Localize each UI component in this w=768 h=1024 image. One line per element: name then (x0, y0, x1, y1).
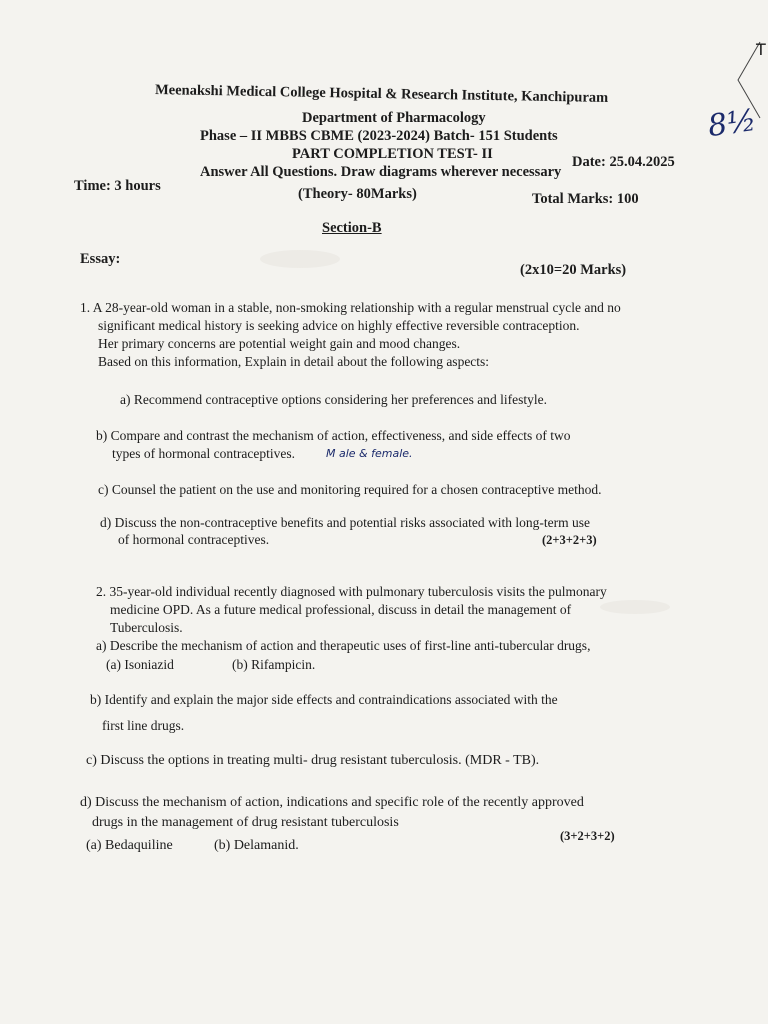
q2-part-d-option: (a) Bedaquiline (86, 838, 173, 853)
q1-part-c: c) Counsel the patient on the use and monitoring required for a chosen contraceptive method. (98, 482, 602, 497)
department-name: Department of Pharmacology (302, 110, 486, 126)
q1b-handwritten-note: M ale & female. (326, 447, 413, 460)
section-title: Section-B (322, 220, 382, 236)
q2-stem-line: Tuberculosis. (110, 620, 183, 635)
q1-part-b-cont: types of hormonal contraceptives. (112, 446, 295, 461)
total-marks: Total Marks: 100 (532, 191, 639, 207)
institution-name: Meenakshi Medical College Hospital & Research Institute, Kanchipuram (154, 82, 609, 106)
paper-smudge (260, 250, 340, 268)
q1-stem-line: Based on this information, Explain in detail about the following aspects: (98, 354, 490, 369)
q2-part-a-option: (b) Rifampicin. (232, 657, 316, 672)
q1-marks: (2+3+2+3) (542, 533, 597, 547)
q1-part-a: a) Recommend contraceptive options considering her preferences and lifestyle. (120, 392, 547, 407)
q2-part-b-cont: first line drugs. (102, 718, 185, 733)
q2-part-d-cont: drugs in the management of drug resistant tuberculosis (92, 815, 399, 830)
corner-mark: T (756, 40, 766, 59)
q1-stem-line: Her primary concerns are potential weight gain and mood changes. (98, 336, 461, 351)
q2-part-d: d) Discuss the mechanism of action, indications and specific role of the recently approved (80, 795, 584, 810)
q2-part-c: c) Discuss the options in treating multi- drug resistant tuberculosis. (MDR - TB). (86, 753, 540, 768)
q2-part-b: b) Identify and explain the major side effects and contraindications associated with the (90, 692, 558, 707)
q1-part-d-cont: of hormonal contraceptives. (118, 532, 270, 547)
essay-label: Essay: (80, 251, 121, 267)
q1-stem-line: 1. A 28-year-old woman in a stable, non-smoking relationship with a regular menstrual cycle and no (80, 300, 621, 315)
q2-stem-line: medicine OPD. As a future medical professional, discuss in detail the management of (110, 602, 572, 617)
q2-part-a-option: (a) Isoniazid (106, 657, 174, 672)
time-allowed: Time: 3 hours (74, 178, 161, 194)
q1-part-b: b) Compare and contrast the mechanism of action, effectiveness, and side effects of two (96, 428, 571, 443)
q2-part-a: a) Describe the mechanism of action and therapeutic uses of first-line anti-tubercular drugs, (96, 638, 591, 653)
test-name: PART COMPLETION TEST- II (292, 146, 493, 162)
phase-line: Phase – II MBBS CBME (2023-2024) Batch- 151 Students (200, 128, 558, 144)
q2-marks: (3+2+3+2) (560, 829, 615, 843)
theory-marks: (Theory- 80Marks) (298, 186, 417, 202)
section-marks-scheme: (2x10=20 Marks) (520, 262, 627, 278)
q1-stem-line: significant medical history is seeking advice on highly effective reversible contraception. (98, 318, 580, 333)
q1-part-d: d) Discuss the non-contraceptive benefits and potential risks associated with long-term use (100, 515, 590, 530)
instructions: Answer All Questions. Draw diagrams wherever necessary (200, 164, 562, 180)
test-date: Date: 25.04.2025 (572, 154, 675, 170)
q2-stem-line: 2. 35-year-old individual recently diagnosed with pulmonary tuberculosis visits the pulmonary (96, 584, 607, 599)
q2-part-d-option: (b) Delamanid. (214, 838, 299, 853)
paper-smudge (600, 600, 670, 614)
score-mark: 8½ (705, 102, 759, 145)
